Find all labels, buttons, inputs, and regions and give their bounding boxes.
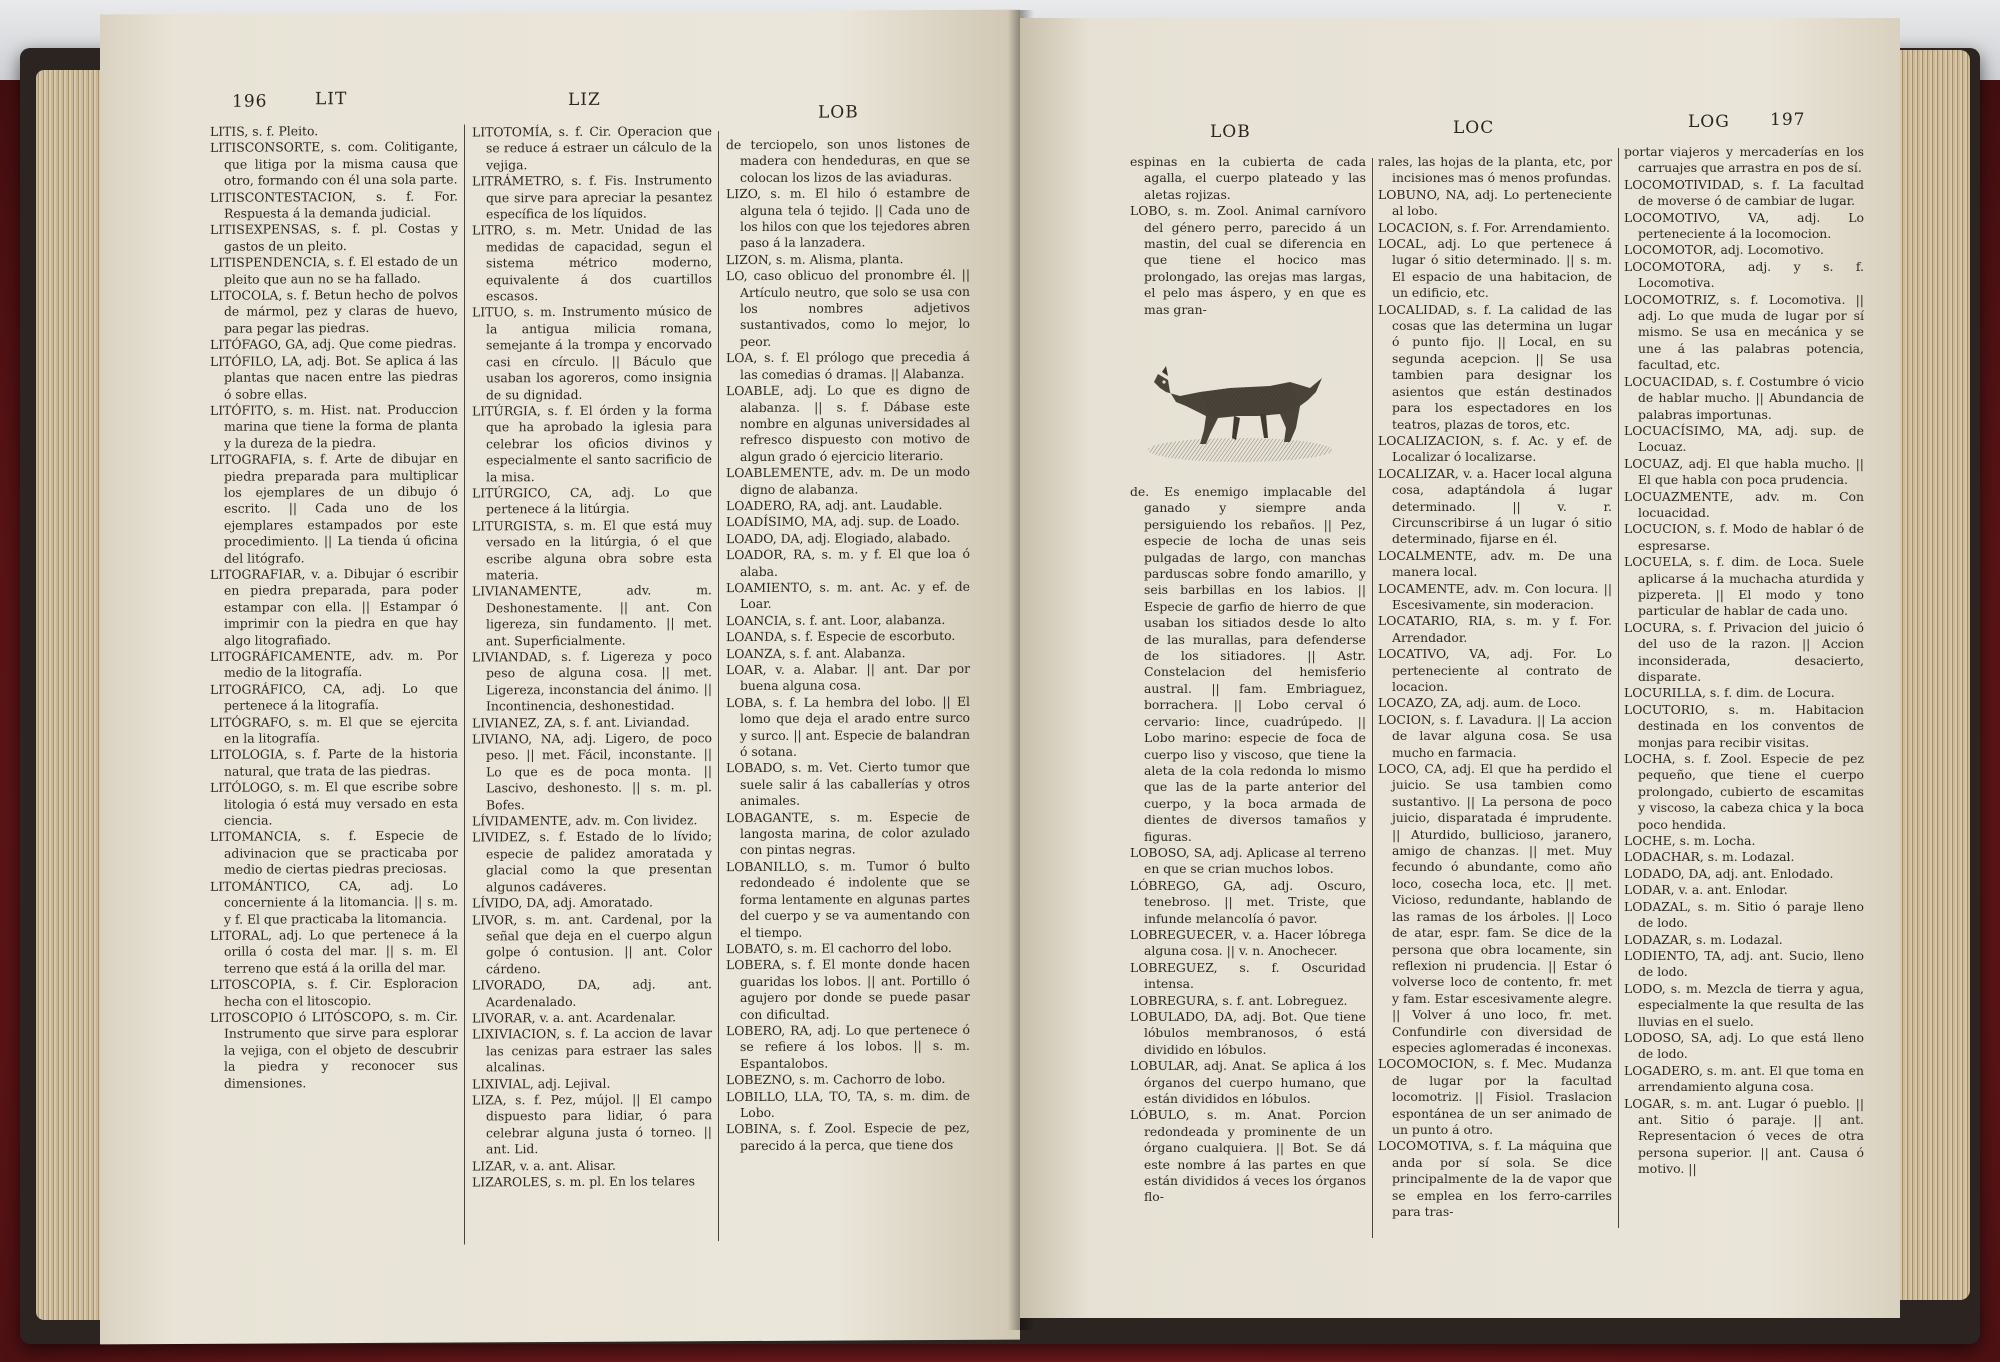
- header-guide-word: LIZ: [568, 89, 601, 110]
- dictionary-entry: LITOSCOPIO ó LITÓSCOPO, s. m. Cir. Instrumento que sirve para esplorar la vejiga, con el objeto de descubrir la piedra y reconocer sus dimensiones.: [210, 1008, 458, 1091]
- dictionary-entry: LOCAMENTE, adv. m. Con locura. || Escesivamente, sin moderacion.: [1378, 580, 1612, 612]
- dictionary-entry: LIVORADO, DA, adj. ant. Acardenalado.: [472, 976, 712, 1009]
- dictionary-entry: rales, las hojas de la planta, etc, por incisiones mas ó menos profundas.: [1378, 154, 1612, 186]
- dictionary-entry: LOCUAZMENTE, adv. m. Con locuacidad.: [1624, 488, 1864, 520]
- dictionary-entry: LOCION, s. f. Lavadura. || La accion de lavar alguna cosa. Se usa mucho en farmacia.: [1378, 711, 1612, 760]
- right-page: [1020, 18, 1900, 1318]
- dictionary-entry: LÓBREGO, GA, adj. Oscuro, tenebroso. || met. Triste, que infunde melancolía ó pavor.: [1130, 877, 1366, 926]
- dictionary-entry: LITOSCOPIA, s. f. Cir. Esploracion hecha con el litoscopio.: [210, 975, 458, 1009]
- header-guide-word: LIT: [315, 89, 348, 110]
- dictionary-entry: LOBOSO, SA, adj. Aplicase al terreno en que se crian muchos lobos.: [1130, 844, 1366, 877]
- dictionary-entry: LOBUNO, NA, adj. Lo perteneciente al lobo.: [1378, 186, 1612, 219]
- dictionary-entry: LOCACION, s. f. For. Arrendamiento.: [1378, 219, 1610, 235]
- dictionary-entry: LITOMÁNTICO, CA, adj. Lo concerniente á la litomancia. || s. m. y f. El que practicaba la litomancia.: [210, 877, 458, 927]
- dictionary-entry: LODADO, DA, adj. ant. Enlodado.: [1624, 865, 1834, 881]
- dictionary-entry: LIZON, s. m. Alisma, planta.: [726, 251, 904, 267]
- dictionary-entry: LOBREGURA, s. f. ant. Lobreguez.: [1130, 992, 1348, 1008]
- dictionary-entry: LIVIDEZ, s. f. Estado de lo lívido; especie de palidez amoratada y glacial como la que presentan algunos cadáveres.: [472, 828, 712, 895]
- dictionary-entry: LITÓFILO, LA, adj. Bot. Se aplica á las plantas que nacen entre las piedras ó sobre ellas.: [210, 352, 458, 402]
- dictionary-entry: LITOGRÁFICO, CA, adj. Lo que pertenece á la litografía.: [210, 680, 458, 713]
- dictionary-entry: LOAMIENTO, s. m. ant. Ac. y ef. de Loar.: [726, 578, 970, 612]
- dictionary-entry: LITOGRAFIA, s. f. Arte de dibujar en piedra preparada para multiplicar los ejemplares de un dibujo ó escrito. || Cada uno de los ejemplares estampados por este procedimiento. || La tienda ú oficina del litógrafo.: [210, 450, 458, 566]
- dictionary-entry: LITRÁMETRO, s. f. Fis. Instrumento que sirve para apreciar la pesantez específica de los líquidos.: [472, 172, 712, 222]
- dictionary-entry: LOAR, v. a. Alabar. || ant. Dar por buena alguna cosa.: [726, 660, 970, 694]
- dictionary-entry: LOCHA, s. f. Zool. Especie de pez pequeño, que tiene el cuerpo prolongado, cubierto de escamitas y viscoso, la cabeza chica y la boca poco hendida.: [1624, 751, 1864, 832]
- dictionary-entry: LITISCONSORTE, s. com. Colitigante, que litiga por la misma causa que otro, formando con él una sola parte.: [210, 138, 458, 188]
- dictionary-entry: LODOSO, SA, adj. Lo que está lleno de lodo.: [1624, 1029, 1864, 1062]
- dictionary-entry: LITÓFITO, s. m. Hist. nat. Produccion marina que tiene la forma de planta y la dureza de la piedra.: [210, 401, 458, 451]
- dictionary-entry: espinas en la cubierta de cada agalla, el cuerpo plateado y las aletas rojizas.: [1130, 154, 1366, 202]
- dictionary-entry: LIVIANDAD, s. f. Ligereza y poco peso de alguna cosa. || met. Ligereza, inconstancia del ánimo. || Incontinencia, deshonestidad.: [472, 648, 712, 714]
- dictionary-entry: LOCALIDAD, s. f. La calidad de las cosas que las determina un lugar ó punto fijo. || Local, en su segunda acepcion. || Se usa tambien para designar los asientos que están destinados para los espectadores en los teatros, plazas de toros, etc.: [1378, 301, 1612, 432]
- dictionary-entry: LOBERO, RA, adj. Lo que pertenece ó se refiere á los lobos. || s. m. Espantalobos.: [726, 1021, 970, 1071]
- dictionary-entry: LITISCONTESTACION, s. f. For. Respuesta á la demanda judicial.: [210, 188, 458, 221]
- dictionary-entry: LOADOR, RA, s. m. y f. El que loa ó alaba.: [726, 546, 970, 579]
- dictionary-entry: LOBANILLO, s. m. Tumor ó bulto redondeado é indolente que se forma lentamente en algunas partes del cuerpo y se va aumentando con el tiempo.: [726, 857, 970, 940]
- dictionary-entry: LITÚRGIA, s. f. El órden y la forma que ha aprobado la iglesia para celebrar los oficios divinos y especialmente el santo sacrificio de la misa.: [472, 402, 712, 484]
- dictionary-entry: LOCUACIDAD, s. f. Costumbre ó vicio de hablar mucho. || Abundancia de palabras importunas.: [1624, 373, 1864, 422]
- dictionary-entry: LITOGRÁFICAMENTE, adv. m. Por medio de la litografía.: [210, 647, 458, 681]
- dictionary-entry: LIZA, s. f. Pez, mújol. || El campo dispuesto para lidiar, ó para celebrar alguna justa ó torneo. || ant. Lid.: [472, 1091, 712, 1157]
- dictionary-entry: LOANCIA, s. f. ant. Loor, alabanza.: [726, 611, 946, 628]
- dictionary-entry: LOCURILLA, s. f. dim. de Locura.: [1624, 685, 1835, 701]
- dictionary-entry: LOCAZO, ZA, adj. aum. de Loco.: [1378, 695, 1582, 711]
- dictionary-entry: LITOLOGIA, s. f. Parte de la historia natural, que trata de las piedras.: [210, 745, 458, 779]
- dictionary-entry: LOCO, CA, adj. El que ha perdido el juicio. Se usa tambien como sustantivo. || La persona de poco juicio, disparatada é imprudente. || Aturdido, bullicioso, jaranero, amigo de chanzas. || met. Muy fecundo ó abundante, como año loco, cosecha loca, etc. || met. Vicioso, redundante, hablando de las ramas de los árboles. || Loco de atar, espr. fam. Se dice de la persona que obra locamente, sin reflexion ni prudencia. || Estar ó volverse loco de contento, fr. met y fam. Estar escesivamente alegre. || Volver á uno loco, fr. met. Confundirle con diversidad de especies aglomeradas é inconexas.: [1378, 761, 1612, 1055]
- dictionary-entry: LODAZAR, s. m. Lodazal.: [1624, 931, 1783, 947]
- dictionary-entry: LÍVIDAMENTE, adv. m. Con lividez.: [472, 812, 698, 829]
- dictionary-entry: LITIS, s. f. Pleito.: [210, 123, 319, 139]
- dictionary-entry: LOBINA, s. f. Zool. Especie de pez, parecido á la perca, que tiene dos: [726, 1120, 970, 1153]
- dictionary-entry: LOGAR, s. m. ant. Lugar ó pueblo. || ant. Sitio ó paraje. || ant. Representacion ó veces de otra persona superior. || ant. Causa ó motivo. ||: [1624, 1095, 1864, 1177]
- dictionary-entry: LOCURA, s. f. Privacion del juicio ó del uso de la razon. || Accion inconsiderada, desacierto, disparate.: [1624, 619, 1864, 684]
- dictionary-column-1-top: [1130, 154, 1366, 318]
- dictionary-entry: LOCALIZAR, v. a. Hacer local alguna cosa, adaptándola á lugar determinado. || v. r. Circunscribirse á un lugar ó sitio determinado, fijarse en él.: [1378, 465, 1612, 547]
- dictionary-entry: LOCOMOTIVIDAD, s. f. La facultad de moverse ó de cambiar de lugar.: [1624, 176, 1864, 209]
- dictionary-entry: portar viajeros y mercaderías en los carruajes que arrastra en pos de sí.: [1624, 144, 1864, 176]
- dictionary-entry: LITRO, s. m. Metr. Unidad de las medidas de capacidad, segun el sistema métrico moderno, equivalente á dos cuartillos escasos.: [472, 221, 712, 304]
- dictionary-entry: LÓBULO, s. m. Anat. Porcion redondeada y prominente de un órgano cualquiera. || Bot. Se dá este nombre á las partes en que están divididos á veces los órganos flo-: [1130, 1107, 1366, 1205]
- dictionary-entry: LOCATIVO, VA, adj. For. Lo perteneciente al contrato de locacion.: [1378, 646, 1612, 694]
- dictionary-entry: LOCOMOTOR, adj. Locomotivo.: [1624, 242, 1824, 258]
- dictionary-entry: LOBREGUEZ, s. f. Oscuridad intensa.: [1130, 959, 1366, 992]
- dictionary-entry: LOCHE, s. m. Locha.: [1624, 833, 1756, 849]
- dictionary-column-3: [1624, 144, 1864, 1178]
- dictionary-entry: LITORAL, adj. Lo que pertenece á la orilla ó costa del mar. || s. m. El terreno que está á la orilla del mar.: [210, 926, 458, 976]
- dictionary-entry: LOADÍSIMO, MA, adj. sup. de Loado.: [726, 513, 960, 530]
- column-rule: [1372, 158, 1373, 1238]
- dictionary-entry: LIZAR, v. a. ant. Alisar.: [472, 1157, 616, 1174]
- dictionary-entry: LOCALIZACION, s. f. Ac. y ef. de Localizar ó localizarse.: [1378, 432, 1612, 465]
- dictionary-entry: LITÓGRAFO, s. m. El que se ejercita en la litografía.: [210, 713, 458, 746]
- dictionary-entry: LOCUAZ, adj. El que habla mucho. || El que habla con poca prudencia.: [1624, 455, 1864, 488]
- page-number-left: 196: [232, 91, 268, 112]
- dictionary-entry: LOCOMOTORA, adj. y s. f. Locomotiva.: [1624, 258, 1864, 291]
- dictionary-entry: LITURGISTA, s. m. El que está muy versado en la litúrgia, ó el que escribe alguna obra sobre esta materia.: [472, 516, 712, 583]
- dictionary-entry: LIZAROLES, s. m. pl. En los telares: [472, 1173, 695, 1190]
- dictionary-entry: LOCUCION, s. f. Modo de hablar ó de espresarse.: [1624, 521, 1864, 553]
- dictionary-entry: LOANDA, s. f. Especie de escorbuto.: [726, 628, 956, 645]
- dictionary-entry: LOCOMOTIVO, VA, adj. Lo perteneciente á la locomocion.: [1624, 209, 1864, 242]
- dictionary-entry: LITOTOMÍA, s. f. Cir. Operacion que se reduce á estraer un cálculo de la vejiga.: [472, 123, 712, 173]
- dictionary-entry: LOABLEMENTE, adv. m. De un modo digno de alabanza.: [726, 463, 970, 497]
- dictionary-entry: LODO, s. m. Mezcla de tierra y agua, especialmente la que resulta de las lluvias en el suelo.: [1624, 980, 1864, 1029]
- dictionary-column-1-bottom: [1130, 484, 1366, 1206]
- dictionary-entry: LOCUTORIO, s. m. Habitacion destinada en los conventos de monjas para recibir visitas.: [1624, 701, 1864, 750]
- dictionary-column-3: [726, 136, 970, 1154]
- dictionary-entry: LIVOR, s. m. ant. Cardenal, por la señal que deja en el cuerpo algun golpe ó contusion. || ant. Color cárdeno.: [472, 910, 712, 977]
- dictionary-entry: LOBILLO, LLA, TO, TA, s. m. dim. de Lobo.: [726, 1087, 970, 1121]
- dictionary-entry: LIXIVIACION, s. f. La accion de lavar las cenizas para estraer las sales alcalinas.: [472, 1025, 712, 1075]
- dictionary-column-2: [1378, 154, 1612, 1220]
- dictionary-entry: LITÓFAGO, GA, adj. Que come piedras.: [210, 335, 457, 353]
- header-guide-word: LOC: [1453, 118, 1495, 138]
- dictionary-entry: LOCOMOTRIZ, s. f. Locomotiva. || adj. Lo que muda de lugar por sí mismo. Se usa en mecánica y se une á las palabras potencia, facultad, etc.: [1624, 291, 1864, 373]
- dictionary-entry: LODAR, v. a. ant. Enlodar.: [1624, 882, 1788, 898]
- dictionary-entry: LOABLE, adj. Lo que es digno de alabanza. || s. f. Dábase este nombre en algunas universidades al refresco dispuesto con motivo de algun grado ó ejercicio literario.: [726, 381, 970, 464]
- dictionary-entry: LOBATO, s. m. El cachorro del lobo.: [726, 939, 952, 957]
- dictionary-entry: LITISPENDENCIA, s. f. El estado de un pleito que aun no se ha fallado.: [210, 253, 458, 287]
- dictionary-entry: LOCATARIO, RIA, s. m. y f. For. Arrendador.: [1378, 613, 1612, 645]
- column-rule: [1618, 148, 1619, 1228]
- dictionary-entry: LOADERO, RA, adj. ant. Laudable.: [726, 496, 943, 514]
- dictionary-entry: LOBAGANTE, s. m. Especie de langosta marina, de color azulado con pintas negras.: [726, 808, 970, 858]
- dictionary-entry: LOCALMENTE, adv. m. De una manera local.: [1378, 547, 1612, 580]
- page-number-right: 197: [1770, 110, 1806, 130]
- dictionary-column-2: [472, 123, 712, 1191]
- header-guide-word: LOG: [1688, 112, 1730, 132]
- dictionary-entry: LOANZA, s. f. ant. Alabanza.: [726, 644, 906, 661]
- dictionary-entry: LITÓLOGO, s. m. El que escribe sobre litologia ó está muy versado en esta ciencia.: [210, 778, 458, 828]
- left-page: [100, 10, 1020, 1345]
- dictionary-entry: LOBULADO, DA, adj. Bot. Que tiene lóbulos membranosos, ó está dividido en lóbulos.: [1130, 1009, 1366, 1057]
- dictionary-entry: LITUO, s. m. Instrumento músico de la antigua milicia romana, semejante á la trompa y encorvado casi en círculo. || Báculo que usaban los agoreros, como insignia de su dignidad.: [472, 303, 712, 402]
- dictionary-entry: LO, caso oblicuo del pronombre él. || Artículo neutro, que solo se usa con los nombres adjetivos sustantivados, como lo mejor, lo peor.: [726, 267, 970, 349]
- dictionary-entry: LOCUACÍSIMO, MA, adj. sup. de Locuaz.: [1624, 422, 1864, 455]
- dictionary-entry: LÍVIDO, DA, adj. Amoratado.: [472, 894, 653, 911]
- dictionary-entry: LOCUELA, s. f. dim. de Loca. Suele aplicarse á la muchacha aturdida y pizpereta. || El modo y tono particular de hablar de cada uno.: [1624, 554, 1864, 619]
- dictionary-column-1: [210, 123, 458, 1092]
- dictionary-entry: LITOMANCIA, s. f. Especie de adivinacion que se practicaba por medio de ciertas piedras preciosas.: [210, 828, 458, 878]
- column-rule: [464, 124, 465, 1244]
- dictionary-entry: LOCAL, adj. Lo que pertenece á lugar ó sitio determinado. || s. m. El espacio de una habitacion, de un edificio, etc.: [1378, 236, 1612, 301]
- column-rule: [718, 131, 719, 1241]
- dictionary-entry: LOGADERO, s. m. ant. El que toma en arrendamiento alguna cosa.: [1624, 1062, 1864, 1095]
- dictionary-entry: LOBADO, s. m. Vet. Cierto tumor que suele salir á las caballerías y otros animales.: [726, 759, 970, 809]
- dictionary-entry: LITISEXPENSAS, s. f. pl. Costas y gastos de un pleito.: [210, 220, 458, 254]
- wolf-engraving-illustration: [1140, 330, 1335, 470]
- dictionary-entry: LIVIANEZ, ZA, s. f. ant. Liviandad.: [472, 713, 690, 731]
- dictionary-entry: LODAZAL, s. m. Sitio ó paraje lleno de lodo.: [1624, 898, 1864, 931]
- dictionary-entry: LOA, s. f. El prólogo que precedia á las comedias ó dramas. || Alabanza.: [726, 349, 970, 382]
- dictionary-entry: LIZO, s. m. El hilo ó estambre de alguna tela ó tejido. || Cada uno de los hilos con que los tejedores abren paso á la lanzadera.: [726, 185, 970, 251]
- header-guide-word: LOB: [1210, 122, 1251, 142]
- dictionary-entry: LIVORAR, v. a. ant. Acardenalar.: [472, 1009, 677, 1026]
- dictionary-entry: LOBO, s. m. Zool. Animal carnívoro del género perro, parecido á un mastin, del cual se diferencia en que tiene el hocico mas prolongado, las orejas mas largas, el pelo mas áspero, y en que es mas gran-: [1130, 203, 1366, 317]
- dictionary-entry: LOBULAR, adj. Anat. Se aplica á los órganos del cuerpo humano, que están divididos en lóbulos.: [1130, 1058, 1366, 1107]
- dictionary-entry: LIVIANAMENTE, adv. m. Deshonestamente. || ant. Con ligereza, sin fundamento. || met. ant. Superficialmente.: [472, 582, 712, 648]
- dictionary-entry: LITOGRAFIAR, v. a. Dibujar ó escribir en piedra preparada, para poder estampar con ella. || Estampar ó imprimir con la piedra en que hay algo litografiado.: [210, 565, 458, 648]
- dictionary-entry: LIXIVIAL, adj. Lejival.: [472, 1075, 611, 1092]
- dictionary-entry: de. Es enemigo implacable del ganado y siempre anda persiguiendo los rebaños. || Pez, especie de locha de unas seis pulgadas de largo, con manchas parduscas sobre fondo amarillo, y seis barbillas en los labios. || Especie de garfio de hierro de que usaban los sitiados desde lo alto de las murallas, para defenderse de los sitiadores. || Astr. Constelacion del hemisferio austral. || fam. Embriaguez, borrachera. || Lobo cerval ó cervario: lince, cuadrúpedo. || Lobo marino: especie de foca de cuerpo liso y viscoso, que tiene la aleta de la cola redonda lo mismo que las de la parte anterior del cuerpo, y la boca armada de dientes de diversos tamaños y figuras.: [1130, 484, 1366, 844]
- dictionary-entry: LIVIANO, NA, adj. Ligero, de poco peso. || met. Fácil, inconstante. || Lo que es de poca monta. || Lascivo, deshonesto. || s. m. pl. Bofes.: [472, 730, 712, 813]
- dictionary-entry: LITOCOLA, s. f. Betun hecho de polvos de mármol, pez y claras de huevo, para pegar las piedras.: [210, 286, 458, 336]
- header-guide-word: LOB: [818, 102, 859, 123]
- dictionary-entry: LOCOMOTIVA, s. f. La máquina que anda por sí sola. Se dice principalmente de la de vapor que se emplea en los ferro-carriles para tras-: [1378, 1138, 1612, 1219]
- dictionary-entry: LOCOMOCION, s. f. Mec. Mudanza de lugar por la facultad locomotriz. || Fisiol. Traslacion espontánea de un ser animado de un punto á otro.: [1378, 1056, 1612, 1137]
- dictionary-entry: LOBA, s. f. La hembra del lobo. || El lomo que deja el arado entre surco y surco. || ant. Especie de balandran ó sotana.: [726, 693, 970, 760]
- dictionary-entry: LITÚRGICO, CA, adj. Lo que pertenece á la litúrgia.: [472, 484, 712, 517]
- dictionary-entry: LOADO, DA, adj. Elogiado, alabado.: [726, 529, 951, 546]
- dictionary-entry: LODACHAR, s. m. Lodazal.: [1624, 849, 1795, 865]
- dictionary-entry: LODIENTO, TA, adj. ant. Sucio, lleno de lodo.: [1624, 947, 1864, 980]
- dictionary-entry: LOBEZNO, s. m. Cachorro de lobo.: [726, 1071, 946, 1088]
- dictionary-entry: de terciopelo, son unos listones de madera con hendeduras, en que se colocan los lizos de las aviaduras.: [726, 135, 970, 185]
- dictionary-entry: LOBREGUECER, v. a. Hacer lóbrega alguna cosa. || v. n. Anochecer.: [1130, 926, 1366, 959]
- dictionary-entry: LOBERA, s. f. El monte donde hacen guaridas los lobos. || ant. Portillo ó agujero por donde se puede pasar con dificultad.: [726, 956, 970, 1022]
